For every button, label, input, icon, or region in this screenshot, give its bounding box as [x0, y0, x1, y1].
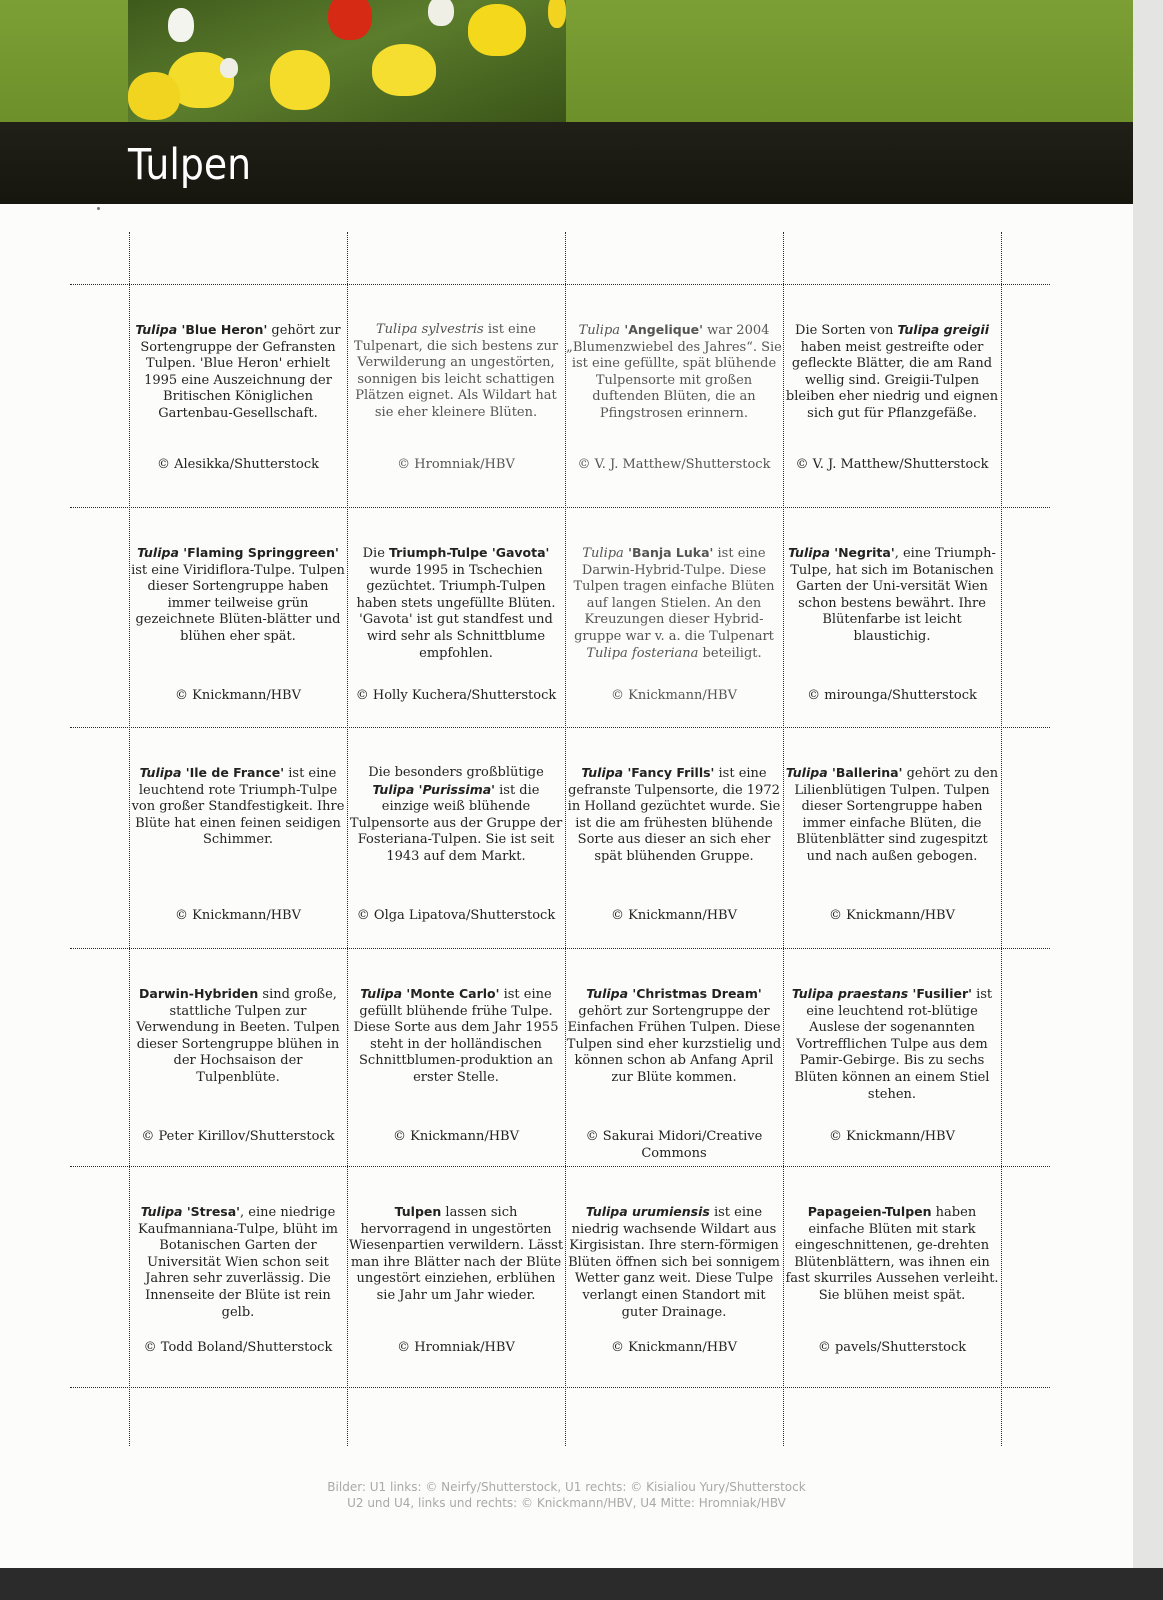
description-part: 'Christmas Dream'	[628, 986, 762, 1001]
stamp-description	[348, 765, 564, 866]
description-part: 'Ile de France'	[181, 765, 285, 780]
photo-credit: © Alesikka/Shutterstock	[157, 457, 319, 472]
stamp-text-cell	[566, 322, 782, 494]
stamp-text-cell	[784, 986, 1000, 1154]
description-part: ist eine gefüllt blühende frühe Tulpe. Diese Sorte aus dem Jahr 1955 steht in der holländischen Schnittblumen-produktion an erster Stelle.	[353, 987, 559, 1085]
stamp-description	[784, 986, 1000, 1103]
description-part: haben einfache Blüten mit stark eingeschnittenen, ge-drehten Blütenblättern, was ihnen ein fast skurriles Aussehen verleiht. Sie blühen meist spät.	[785, 1205, 999, 1303]
stamp-text-cell	[566, 986, 782, 1161]
photo-credit: © Todd Boland/Shutterstock	[143, 1340, 333, 1355]
description-part: sind große, stattliche Tulpen zur Verwendung in Beeten. Tulpen dieser Sortengruppe blühen in der Hochsaison der Tulpenblüte.	[136, 987, 340, 1085]
stamp-text-cell	[784, 322, 1000, 494]
description-part: haben meist gestreifte oder gefleckte Blätter, die am Rand wellig sind. Greigii-Tulpen bleiben eher niedrig und eignen sich gut für Pflanzgefäße.	[785, 339, 999, 421]
photo-credit: © Knickmann/HBV	[392, 1129, 519, 1144]
description-part: Tulipa sylvestris	[376, 322, 484, 337]
perforation-horizontal	[70, 1387, 1050, 1388]
description-part: ist eine Viridiflora-Tulpe. Tulpen dieser Sortengruppe haben immer teilweise grün gezeichnete Blüten-blätter und blühen eher spät.	[131, 562, 345, 644]
perforation-horizontal	[70, 1166, 1050, 1167]
description-part: ist eine niedrig wachsende Wildart aus Kirgisistan. Ihre stern-förmigen Blüten öffnen sich bei sonnigem Wetter ganz weit. Diese Tulpe verlangt einen Standort mit guter Drainage.	[568, 1205, 780, 1320]
credits-line-2: U2 und U4, links und rechts: © Knickmann/HBV, U4 Mitte: Hromniak/HBV	[347, 1496, 786, 1510]
description-part: war 2004 „Blumenzwiebel des Jahres“. Sie ist eine gefüllte, spät blühende Tulpensorte mit großen duftenden Blüten, die an Pfingstrosen erinnern.	[566, 323, 782, 421]
description-part: Tulipa greigii	[897, 322, 989, 337]
stamp-description	[566, 545, 782, 662]
perforation-vertical	[347, 232, 348, 1446]
perforation-vertical	[565, 232, 566, 1446]
description-part: Tulipa	[135, 322, 178, 337]
description-part: Tulipa	[788, 545, 830, 560]
stamp-description	[348, 1204, 564, 1305]
stamp-text-cell	[348, 545, 564, 715]
description-part: ist eine Tulpenart, die sich bestens zur Verwilderung an ungestörten, sonnigen bis leicht schattigen Plätzen eignet. Als Wildart hat sie eher kleinere Blüten.	[353, 322, 559, 420]
bottom-edge	[0, 1568, 1163, 1600]
stamp-text-cell	[566, 545, 782, 715]
page-edge	[1133, 0, 1163, 1568]
description-part: Tulipa	[139, 765, 182, 780]
stamp-text-cell	[348, 1204, 564, 1374]
description-part: ist eine leuchtend rot-blütige Auslese der sogenannten Vortrefflichen Tulpe aus dem Pamir-Gebirge. Bis zu sechs Blüten können an einem Stiel stehen.	[794, 987, 993, 1102]
description-part: Tulipa 'Purissima'	[372, 781, 495, 797]
stamp-text-cell	[348, 322, 564, 494]
photo-credit: © V. J. Matthew/Shutterstock	[795, 457, 989, 472]
description-part: gehört zur Sortengruppe der Einfachen Frühen Tulpen. Diese Tulpen sind eher kurzstielig und können schon ab Anfang April zur Blüte kommen.	[566, 1003, 782, 1085]
stamp-text-cell	[784, 765, 1000, 936]
stamp-text-cell	[784, 1204, 1000, 1374]
description-part: ist eine gefranste Tulpensorte, die 1972 in Holland gezüchtet wurde. Sie ist die am frühesten blühende Sorte aus dieser an sich eher spät blühenden Gruppe.	[567, 766, 781, 864]
description-part: 'Blue Heron'	[177, 322, 268, 337]
photo-credit: © Peter Kirillov/Shutterstock	[141, 1129, 335, 1144]
photo-credit: © Hromniak/HBV	[397, 457, 515, 472]
perforation-horizontal	[70, 284, 1050, 285]
photo-credit: © Knickmann/HBV	[610, 908, 737, 923]
description-part: Tulipa	[140, 1204, 183, 1219]
description-part: 'Negrita'	[829, 545, 895, 560]
stamp-text-cell	[784, 545, 1000, 715]
credits-line-1: Bilder: U1 links: © Neirfy/Shutterstock, U1 rechts: © Kisialiou Yury/Shutterstock	[327, 1480, 806, 1494]
perforation-vertical	[129, 232, 130, 1446]
stamp-description	[784, 765, 1000, 866]
description-part: Tulipa	[785, 765, 828, 780]
stamp-description	[130, 322, 346, 423]
description-part: 'Fancy Frills'	[623, 765, 715, 780]
description-part: 'Monte Carlo'	[402, 986, 500, 1001]
description-part: Tulipa fosteriana	[586, 645, 699, 661]
photo-credit: © V. J. Matthew/Shutterstock	[577, 457, 771, 472]
photo-credit: © Knickmann/HBV	[174, 908, 301, 923]
stamp-description	[348, 322, 564, 422]
stamp-text-cell	[130, 765, 346, 936]
stamp-description	[784, 1204, 1000, 1305]
description-part: Tulipa praestans	[791, 986, 909, 1001]
photo-credit: © Olga Lipatova/Shutterstock	[356, 908, 556, 923]
tulip-photo	[128, 0, 566, 122]
stamp-text-cell	[130, 545, 346, 715]
description-part: wurde 1995 in Tschechien gezüchtet. Triumph-Tulpen haben stets ungefüllte Blüten. 'Gavota' ist gut standfest und wird sehr als Schnittblume empfohlen.	[356, 562, 556, 661]
stamp-description	[566, 765, 782, 866]
description-part: Die Sorten von	[795, 323, 898, 338]
photo-credit: © Knickmann/HBV	[610, 688, 737, 703]
description-part: 'Angelique'	[620, 322, 703, 337]
stamp-text-cell	[566, 765, 782, 936]
description-part: ist eine leuchtend rote Triumph-Tulpe von großer Standfestigkeit. Ihre Blüte hat einen feinen seidigen Schimmer.	[131, 766, 345, 848]
description-part: 'Ballerina'	[827, 765, 903, 780]
stamp-text-cell	[566, 1204, 782, 1374]
stamp-description	[348, 986, 564, 1087]
image-credits	[0, 1479, 1133, 1511]
perforation-horizontal	[70, 948, 1050, 949]
photo-credit: © Knickmann/HBV	[828, 908, 955, 923]
perforation-horizontal	[70, 727, 1050, 728]
description-part: Tulipa	[586, 986, 629, 1001]
description-part: ist eine Darwin-Hybrid-Tulpe. Diese Tulpen tragen einfache Blüten auf langen Stielen. An den Kreuzungen dieser Hybrid-gruppe war v. a. die Tulpenart	[573, 546, 775, 644]
description-part: 'Stresa'	[182, 1204, 241, 1219]
description-part: 'Fusilier'	[908, 986, 972, 1001]
description-part: , eine Triumph-Tulpe, hat sich im Botanischen Garten der Uni-versität Wien schon bestens bewährt. Ihre Blütenfarbe ist leicht blaustichig.	[790, 546, 996, 644]
stamp-description	[130, 1204, 346, 1321]
stamp-text-cell	[348, 986, 564, 1154]
description-part: Tulipa	[581, 765, 624, 780]
stamp-text-cell	[130, 322, 346, 494]
description-part: beteiligt.	[698, 645, 762, 661]
perforation-horizontal	[70, 507, 1050, 508]
photo-credit: © Knickmann/HBV	[174, 688, 301, 703]
stamp-description	[130, 545, 346, 646]
description-part: Triumph-Tulpe 'Gavota'	[389, 545, 550, 560]
stamp-text-cell	[348, 765, 564, 936]
description-part: gehört zu den Lilienblütigen Tulpen. Tulpen dieser Sortengruppe haben immer einfache Blüten, die Blütenblätter sind zugespitzt und nach außen gebogen.	[794, 766, 999, 864]
stamp-description	[784, 322, 1000, 423]
description-part: gehört zur Sortengruppe der Gefransten Tulpen. 'Blue Heron' erhielt 1995 eine Auszeichnung der Britischen Königlichen Gartenbau-Gesellschaft.	[140, 323, 341, 421]
stamp-description	[566, 322, 782, 423]
description-part: Tulipa	[582, 546, 624, 561]
description-part: 'Flaming Springgreen'	[178, 545, 339, 560]
stamp-text-cell	[130, 1204, 346, 1374]
photo-credit: © mirounga/Shutterstock	[807, 688, 977, 703]
description-part: Darwin-Hybriden	[139, 986, 259, 1001]
stamp-description	[130, 765, 346, 849]
photo-credit: © Sakurai Midori/Creative Commons	[585, 1129, 763, 1161]
stamp-description	[784, 545, 1000, 646]
photo-credit: © Knickmann/HBV	[610, 1340, 737, 1355]
description-part: Tulipa urumiensis	[585, 1204, 710, 1219]
stray-dot	[97, 207, 100, 210]
description-part: Tulipa	[137, 545, 179, 560]
stamp-description	[566, 986, 782, 1087]
photo-credit: © Hromniak/HBV	[397, 1340, 515, 1355]
stamp-description	[130, 986, 346, 1087]
description-part: ist die einzige weiß blühende Tulpensorte aus der Gruppe der Fosteriana-Tulpen. Sie ist seit 1943 auf dem Markt.	[349, 782, 563, 864]
page-title: Tulpen	[128, 140, 252, 190]
description-part: Tulipa	[578, 323, 621, 338]
description-part: , eine niedrige Kaufmanniana-Tulpe, blüht im Botanischen Garten der Universität Wien schon seit Jahren sehr zuverlässig. Die Innenseite der Blüte ist rein gelb.	[138, 1205, 338, 1320]
description-part: Die	[362, 546, 390, 561]
photo-credit: © Knickmann/HBV	[828, 1129, 955, 1144]
description-part: Tulipa	[360, 986, 403, 1001]
description-part: lassen sich hervorragend in ungestörten Wiesenpartien verwildern. Lässt man ihre Blätter nach der Blüte ungestört einziehen, erblühen sie Jahr um Jahr wieder.	[348, 1205, 564, 1303]
photo-credit: © pavels/Shutterstock	[817, 1340, 967, 1355]
stamp-description	[348, 545, 564, 662]
description-part: Tulpen	[394, 1204, 442, 1219]
perforation-vertical	[1001, 232, 1002, 1446]
photo-credit: © Holly Kuchera/Shutterstock	[355, 688, 557, 703]
stamp-description	[566, 1204, 782, 1321]
description-part: Papageien-Tulpen	[807, 1204, 932, 1219]
description-part: Die besonders großblütige	[368, 765, 544, 780]
perforation-vertical	[783, 232, 784, 1446]
stamp-text-cell	[130, 986, 346, 1154]
description-part: 'Banja Luka'	[623, 545, 714, 560]
